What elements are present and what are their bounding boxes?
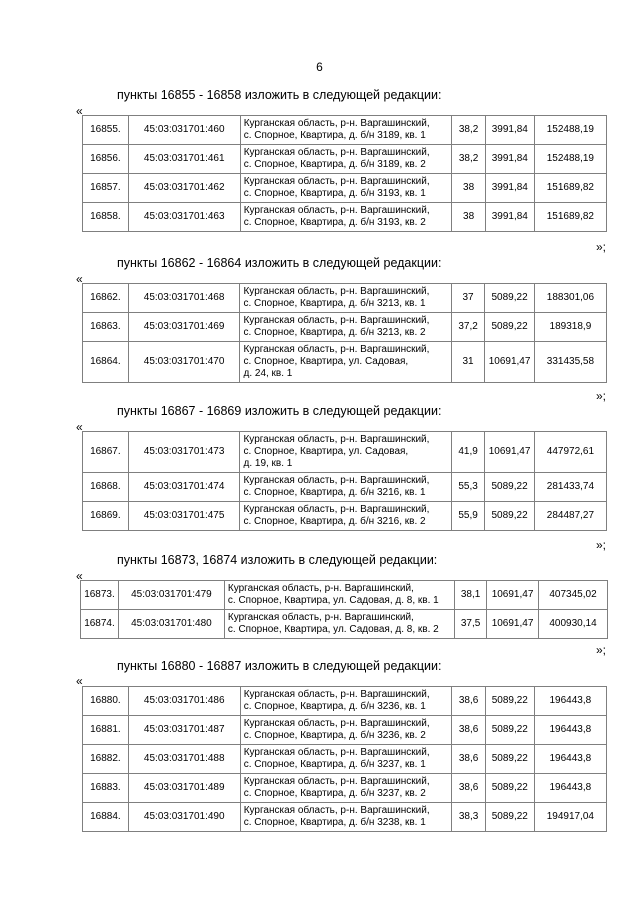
- address-line: с. Спорное, Квартира, д. б/н 3238, кв. 1: [243, 817, 426, 828]
- quote-open: «: [76, 272, 83, 286]
- address-line: Курганская область, р-н. Варгашинский,: [227, 612, 414, 623]
- cadastral-number: 45:03:031701:490: [128, 803, 240, 832]
- cadastral-number: 45:03:031701:463: [128, 203, 240, 232]
- item-number: 16883.: [83, 774, 129, 803]
- item-number: 16863.: [83, 313, 129, 342]
- address-cell: [240, 687, 452, 716]
- total-value: 447972,61: [534, 432, 606, 473]
- item-number: 16862.: [83, 284, 129, 313]
- total-value: 152488,19: [534, 116, 606, 145]
- address-line: Курганская область, р-н. Варгашинский,: [243, 434, 430, 445]
- items-table: [82, 283, 607, 383]
- item-number: 16858.: [83, 203, 129, 232]
- table-row: [83, 145, 607, 174]
- address-cell: [240, 145, 452, 174]
- table-row: [83, 116, 607, 145]
- quote-close: »;: [596, 240, 607, 254]
- total-value: 194917,04: [534, 803, 606, 832]
- item-number: 16864.: [83, 342, 129, 383]
- area-value: 38,2: [452, 116, 486, 145]
- total-value: 196443,8: [534, 716, 606, 745]
- area-value: 38,3: [452, 803, 486, 832]
- address-line: д. 24, кв. 1: [243, 368, 293, 379]
- address-cell: [240, 716, 452, 745]
- price-value: 5089,22: [485, 803, 534, 832]
- quote-open: «: [76, 420, 83, 434]
- address-line: Курганская область, р-н. Варгашинский,: [243, 504, 430, 515]
- item-number: 16855.: [83, 116, 129, 145]
- item-number: 16881.: [83, 716, 129, 745]
- total-value: 196443,8: [534, 687, 606, 716]
- address-cell: [240, 502, 451, 531]
- address-line: Курганская область, р-н. Варгашинский,: [243, 176, 430, 187]
- price-value: 5089,22: [485, 687, 534, 716]
- address-cell: [240, 774, 452, 803]
- address-line: с. Спорное, Квартира, д. б/н 3237, кв. 1: [243, 759, 426, 770]
- table-row: [83, 432, 607, 473]
- item-number: 16869.: [83, 502, 129, 531]
- cadastral-number: 45:03:031701:468: [128, 284, 240, 313]
- address-line: Курганская область, р-н. Варгашинский,: [243, 286, 430, 297]
- area-value: 38,6: [452, 774, 486, 803]
- area-value: 38: [452, 203, 486, 232]
- address-line: с. Спорное, Квартира, д. б/н 3237, кв. 2: [243, 788, 426, 799]
- price-value: 5089,22: [485, 284, 535, 313]
- address-line: Курганская область, р-н. Варгашинский,: [243, 118, 430, 129]
- price-value: 3991,84: [485, 116, 534, 145]
- total-value: 151689,82: [534, 203, 606, 232]
- item-number: 16857.: [83, 174, 129, 203]
- table-row: [83, 473, 607, 502]
- price-value: 10691,47: [485, 342, 535, 383]
- address-line: с. Спорное, Квартира, д. б/н 3189, кв. 2: [243, 159, 426, 170]
- address-line: Курганская область, р-н. Варгашинский,: [243, 718, 430, 729]
- total-value: 188301,06: [534, 284, 606, 313]
- cadastral-number: 45:03:031701:475: [128, 502, 240, 531]
- price-value: 3991,84: [485, 174, 534, 203]
- address-cell: [240, 174, 452, 203]
- address-line: Курганская область, р-н. Варгашинский,: [243, 776, 430, 787]
- address-line: с. Спорное, Квартира, ул. Садовая, д. 8, кв. 2: [227, 624, 439, 635]
- address-line: Курганская область, р-н. Варгашинский,: [243, 344, 430, 355]
- area-value: 37: [451, 284, 485, 313]
- address-line: Курганская область, р-н. Варгашинский,: [243, 689, 430, 700]
- cadastral-number: 45:03:031701:489: [128, 774, 240, 803]
- total-value: 196443,8: [534, 774, 606, 803]
- price-value: 5089,22: [485, 716, 534, 745]
- address-line: Курганская область, р-н. Варгашинский,: [243, 805, 430, 816]
- address-cell: [240, 803, 452, 832]
- address-line: Курганская область, р-н. Варгашинский,: [243, 205, 430, 216]
- item-number: 16873.: [81, 581, 119, 610]
- cadastral-number: 45:03:031701:462: [128, 174, 240, 203]
- area-value: 55,9: [451, 502, 485, 531]
- area-value: 38,2: [452, 145, 486, 174]
- price-value: 5089,22: [485, 502, 535, 531]
- items-table: [82, 115, 607, 232]
- quote-open: «: [76, 674, 83, 688]
- section-title: пункты 16855 - 16858 изложить в следующей редакции:: [117, 88, 442, 102]
- price-value: 10691,47: [485, 432, 535, 473]
- cadastral-number: 45:03:031701:461: [128, 145, 240, 174]
- address-line: Курганская область, р-н. Варгашинский,: [243, 747, 430, 758]
- address-line: Курганская область, р-н. Варгашинский,: [227, 583, 414, 594]
- area-value: 38,6: [452, 745, 486, 774]
- address-line: с. Спорное, Квартира, ул. Садовая,: [243, 356, 409, 367]
- quote-close: »;: [596, 389, 607, 403]
- cadastral-number: 45:03:031701:469: [128, 313, 240, 342]
- price-value: 5089,22: [485, 774, 534, 803]
- items-table: [82, 431, 607, 531]
- cadastral-number: 45:03:031701:488: [128, 745, 240, 774]
- area-value: 37,5: [455, 610, 487, 639]
- area-value: 55,3: [451, 473, 485, 502]
- table-row: [83, 502, 607, 531]
- quote-open: «: [76, 104, 83, 118]
- address-line: с. Спорное, Квартира, д. б/н 3193, кв. 2: [243, 217, 426, 228]
- price-value: 10691,47: [487, 581, 539, 610]
- address-line: с. Спорное, Квартира, д. б/н 3236, кв. 2: [243, 730, 426, 741]
- address-cell: [240, 284, 451, 313]
- cadastral-number: 45:03:031701:480: [118, 610, 224, 639]
- area-value: 38: [452, 174, 486, 203]
- total-value: 281433,74: [534, 473, 606, 502]
- total-value: 151689,82: [534, 174, 606, 203]
- table-row: [83, 313, 607, 342]
- section-title: пункты 16862 - 16864 изложить в следующей редакции:: [117, 256, 442, 270]
- price-value: 10691,47: [487, 610, 539, 639]
- address-line: д. 19, кв. 1: [243, 458, 293, 469]
- item-number: 16868.: [83, 473, 129, 502]
- address-line: с. Спорное, Квартира, ул. Садовая, д. 8, кв. 1: [227, 595, 439, 606]
- item-number: 16856.: [83, 145, 129, 174]
- price-value: 5089,22: [485, 313, 535, 342]
- quote-close: »;: [596, 643, 607, 657]
- area-value: 38,1: [455, 581, 487, 610]
- address-line: с. Спорное, Квартира, д. б/н 3193, кв. 1: [243, 188, 426, 199]
- table-row: [83, 716, 607, 745]
- section-title: пункты 16867 - 16869 изложить в следующей редакции:: [117, 404, 442, 418]
- table-row: [83, 284, 607, 313]
- total-value: 284487,27: [534, 502, 606, 531]
- address-line: с. Спорное, Квартира, д. б/н 3213, кв. 2: [243, 327, 426, 338]
- area-value: 41,9: [451, 432, 485, 473]
- item-number: 16884.: [83, 803, 129, 832]
- address-cell: [240, 745, 452, 774]
- total-value: 196443,8: [534, 745, 606, 774]
- section-title: пункты 16880 - 16887 изложить в следующей редакции:: [117, 659, 442, 673]
- address-cell: [240, 203, 452, 232]
- page-number: 6: [316, 60, 323, 74]
- address-line: с. Спорное, Квартира, д. б/н 3189, кв. 1: [243, 130, 426, 141]
- table-row: [81, 610, 608, 639]
- total-value: 400930,14: [539, 610, 608, 639]
- item-number: 16880.: [83, 687, 129, 716]
- table-row: [81, 581, 608, 610]
- total-value: 407345,02: [539, 581, 608, 610]
- address-line: с. Спорное, Квартира, ул. Садовая,: [243, 446, 409, 457]
- cadastral-number: 45:03:031701:479: [118, 581, 224, 610]
- cadastral-number: 45:03:031701:486: [128, 687, 240, 716]
- items-table: [80, 580, 608, 639]
- address-line: Курганская область, р-н. Варгашинский,: [243, 315, 430, 326]
- table-row: [83, 342, 607, 383]
- table-row: [83, 745, 607, 774]
- address-cell: [240, 313, 451, 342]
- area-value: 38,6: [452, 716, 486, 745]
- cadastral-number: 45:03:031701:460: [128, 116, 240, 145]
- table-row: [83, 774, 607, 803]
- cadastral-number: 45:03:031701:487: [128, 716, 240, 745]
- table-row: [83, 687, 607, 716]
- area-value: 37,2: [451, 313, 485, 342]
- total-value: 189318,9: [534, 313, 606, 342]
- address-line: с. Спорное, Квартира, д. б/н 3216, кв. 1: [243, 487, 426, 498]
- cadastral-number: 45:03:031701:470: [128, 342, 240, 383]
- cadastral-number: 45:03:031701:473: [128, 432, 240, 473]
- total-value: 331435,58: [534, 342, 606, 383]
- address-cell: [240, 116, 452, 145]
- price-value: 3991,84: [485, 203, 534, 232]
- items-table: [82, 686, 607, 832]
- address-cell: [240, 432, 451, 473]
- total-value: 152488,19: [534, 145, 606, 174]
- section-title: пункты 16873, 16874 изложить в следующей редакции:: [117, 553, 438, 567]
- quote-open: «: [76, 569, 83, 583]
- price-value: 5089,22: [485, 745, 534, 774]
- address-cell: [240, 342, 451, 383]
- address-line: с. Спорное, Квартира, д. б/н 3236, кв. 1: [243, 701, 426, 712]
- item-number: 16867.: [83, 432, 129, 473]
- table-row: [83, 203, 607, 232]
- area-value: 31: [451, 342, 485, 383]
- item-number: 16874.: [81, 610, 119, 639]
- price-value: 3991,84: [485, 145, 534, 174]
- table-row: [83, 803, 607, 832]
- address-line: с. Спорное, Квартира, д. б/н 3213, кв. 1: [243, 298, 426, 309]
- address-line: с. Спорное, Квартира, д. б/н 3216, кв. 2: [243, 516, 426, 527]
- address-cell: [224, 610, 454, 639]
- table-row: [83, 174, 607, 203]
- item-number: 16882.: [83, 745, 129, 774]
- address-line: Курганская область, р-н. Варгашинский,: [243, 147, 430, 158]
- cadastral-number: 45:03:031701:474: [128, 473, 240, 502]
- address-cell: [240, 473, 451, 502]
- quote-close: »;: [596, 538, 607, 552]
- area-value: 38,6: [452, 687, 486, 716]
- address-line: Курганская область, р-н. Варгашинский,: [243, 475, 430, 486]
- price-value: 5089,22: [485, 473, 535, 502]
- address-cell: [224, 581, 454, 610]
